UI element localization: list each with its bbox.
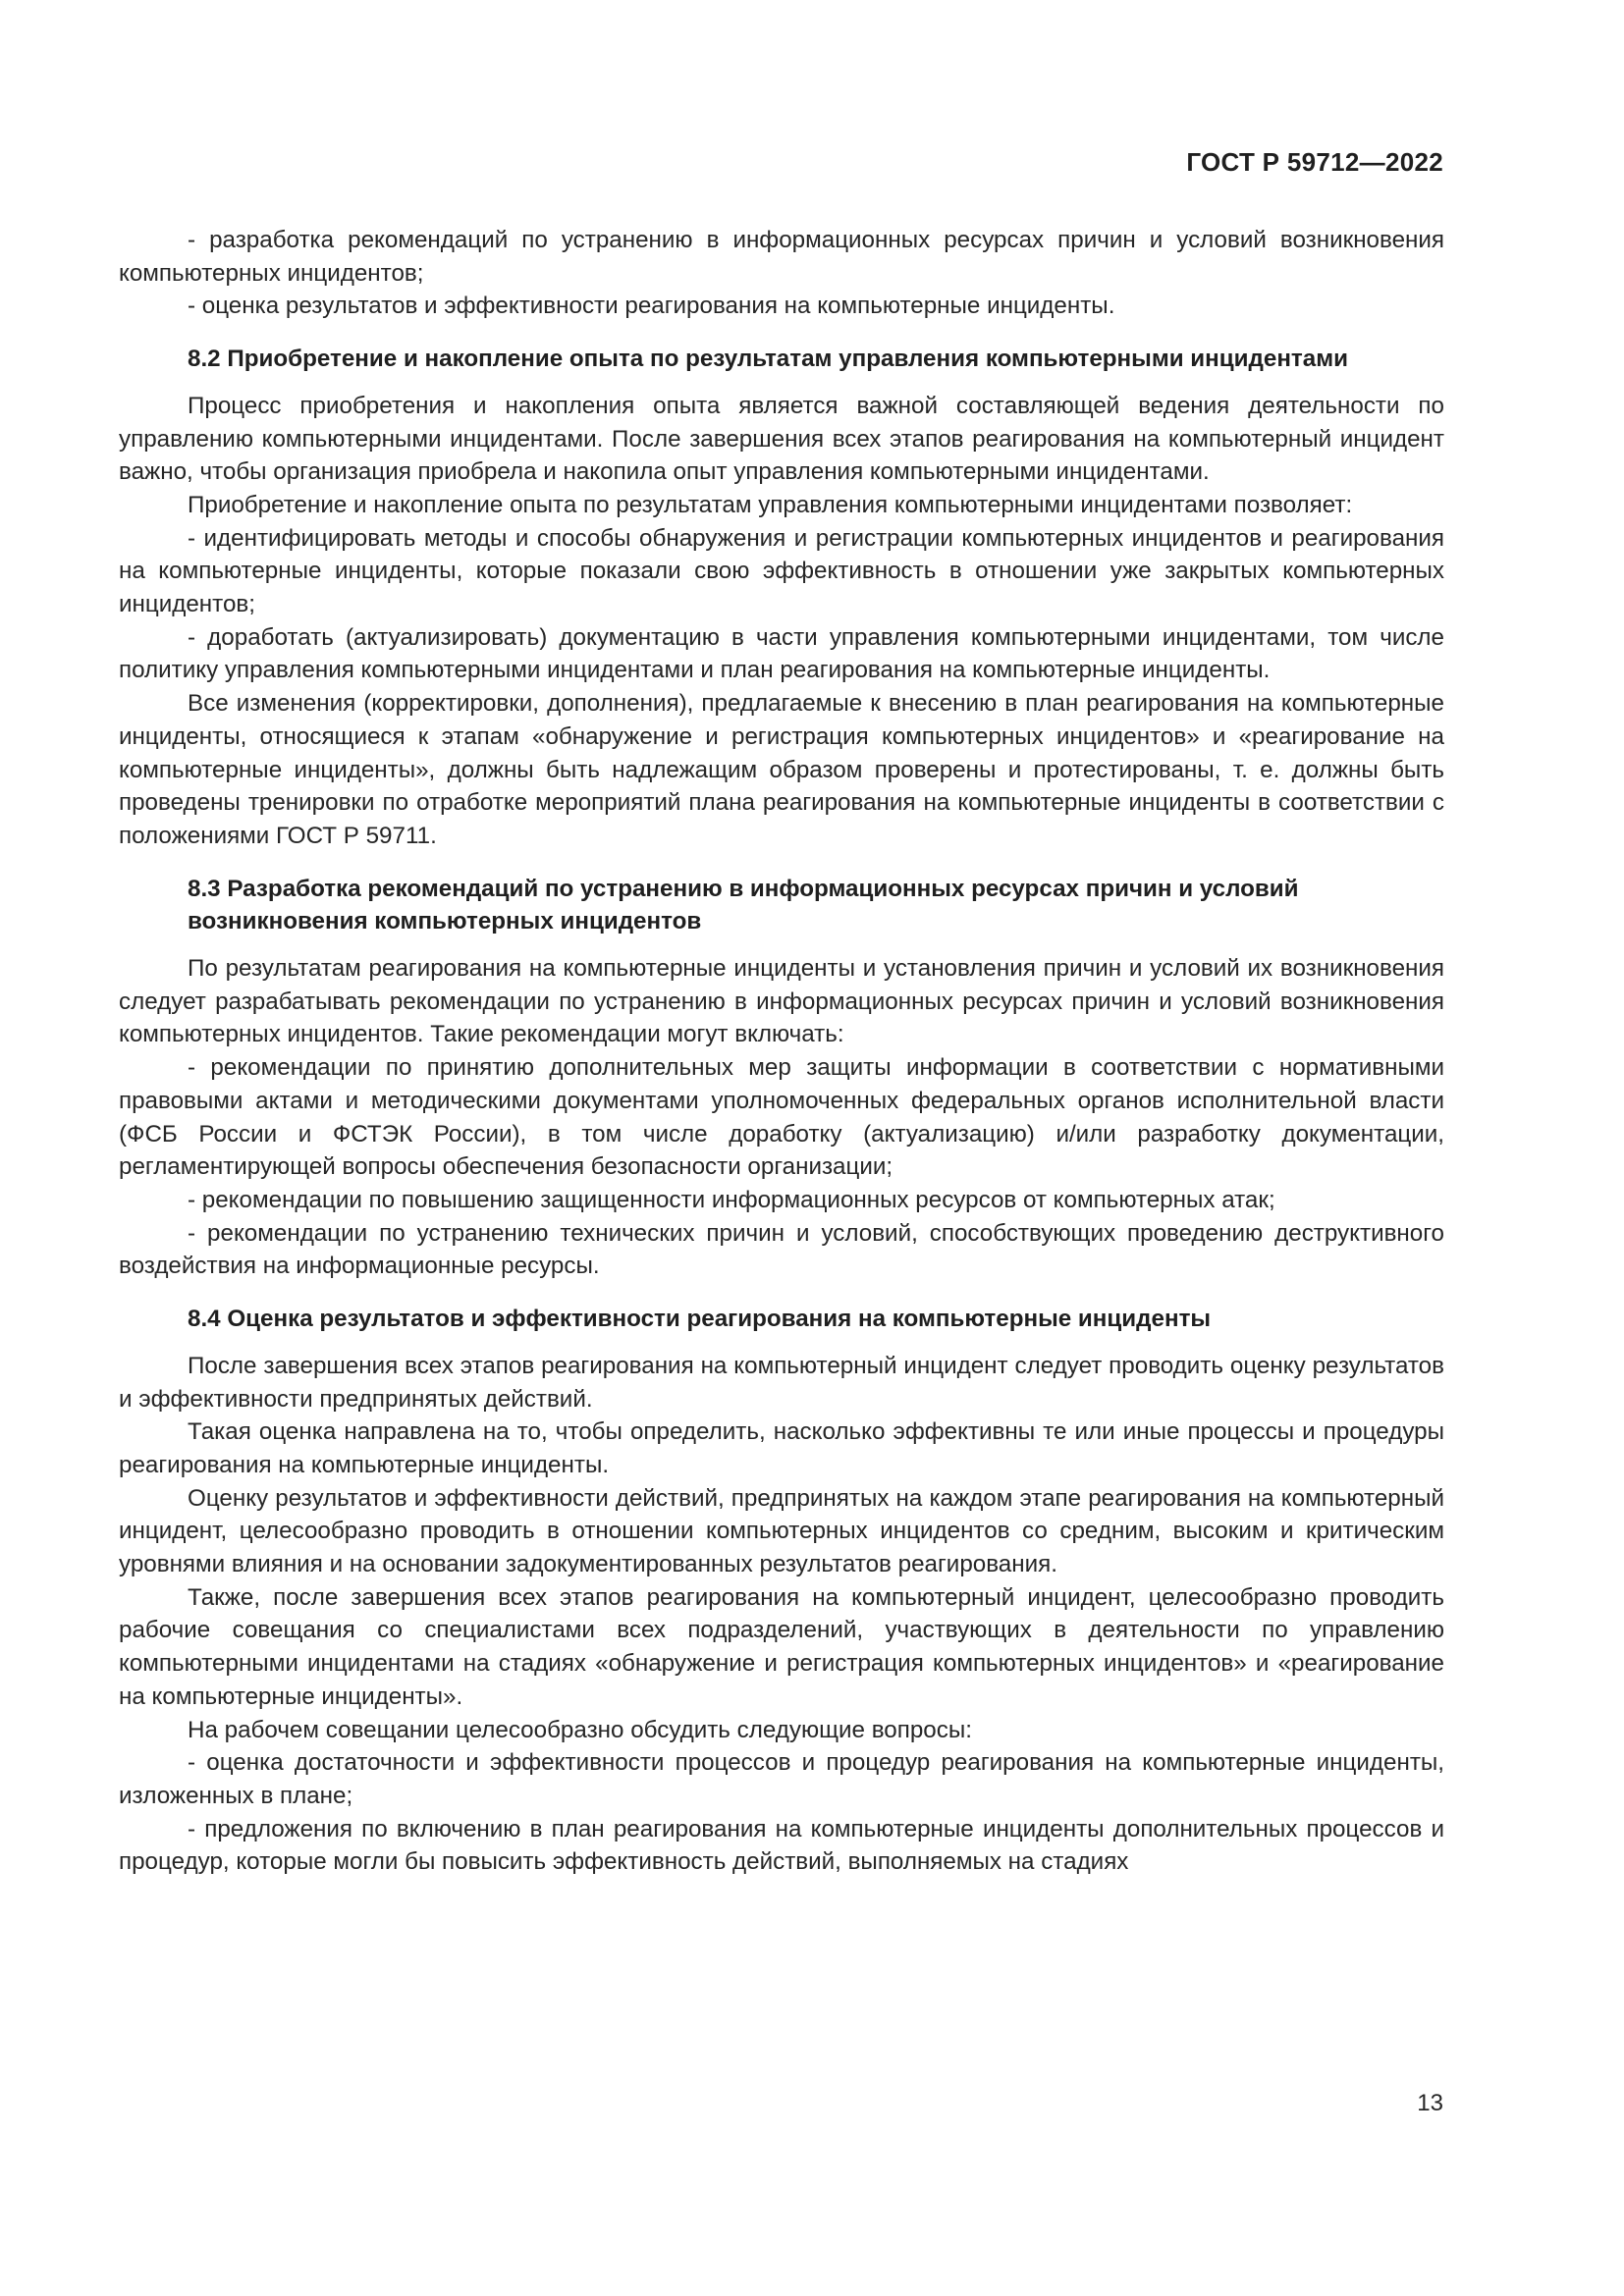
paragraph: По результатам реагирования на компьютерные инциденты и установления причин и условий их возникновения следует разрабатывать рекомендации по устранению в информационных ресурсах причин и условий возникновения компьютерных инцидентов. Такие рекомендации могут включать: (119, 955, 1444, 1048)
list-item: - оценка достаточности и эффективности процессов и процедур реагирования на компьютерные инциденты, изложенных в плане; (119, 1749, 1444, 1809)
paragraph: На рабочем совещании целесообразно обсудить следующие вопросы: (188, 1716, 972, 1743)
list-item: - доработать (актуализировать) документацию в части управления компьютерными инцидентами, том числе политику управления компьютерными инцидентами и план реагирования на компьютерные инциденты. (119, 623, 1444, 684)
paragraph: Оценку результатов и эффективности действий, предпринятых на каждом этапе реагирования на компьютерный инцидент, целесообразно проводить в отношении компьютерных инцидентов со средним, высоким и критическим уровнями влияния и на основании задокументированных результатов реагирования. (119, 1484, 1444, 1578)
document-body (119, 224, 1444, 1879)
paragraph: Приобретение и накопление опыта по результатам управления компьютерными инцидентами позволяет: (188, 491, 1353, 518)
paragraph: Также, после завершения всех этапов реагирования на компьютерный инцидент, целесообразно проводить рабочие совещания со специалистами всех подразделений, участвующих в деятельности по управлению компьютерными инцидентами на стадиях «обнаружение и регистрация компьютерных инцидентов» и «реагирование на компьютерные инциденты». (119, 1583, 1444, 1710)
list-item: - рекомендации по принятию дополнительных мер защиты информации в соответствии с нормативными правовыми актами и методическими документами уполномоченных федеральных органов исполнительной власти (ФСБ России и ФСТЭК России), в том числе доработку (актуализацию) и/или разработку документации, регламентирующей вопросы обеспечения безопасности организации; (119, 1054, 1444, 1181)
page-number: 13 (1417, 2090, 1443, 2116)
list-item: - разработка рекомендаций по устранению в информационных ресурсах причин и условий возникновения компьютерных инцидентов; (119, 227, 1444, 287)
list-item: - рекомендации по устранению технических причин и условий, способствующих проведению деструктивного воздействия на информационные ресурсы. (119, 1219, 1444, 1280)
paragraph: Все изменения (корректировки, дополнения), предлагаемые к внесению в план реагирования на компьютерные инциденты, относящиеся к этапам «обнаружение и регистрация компьютерных инцидентов» и «реагирование на компьютерные инциденты», должны быть надлежащим образом проверены и протестированы, т. е. должны быть проведены тренировки по отработке мероприятий плана реагирования на компьютерные инциденты в соответствии с положениями ГОСТ Р 59711. (119, 690, 1444, 849)
section-heading-8-4: 8.4 Оценка результатов и эффективности реагирования на компьютерные инциденты (188, 1306, 1212, 1333)
document-designation: ГОСТ Р 59712—2022 (1186, 147, 1443, 177)
paragraph: После завершения всех этапов реагирования на компьютерный инцидент следует проводить оценку результатов и эффективности предпринятых действий. (119, 1352, 1444, 1413)
paragraph: Такая оценка направлена на то, чтобы определить, насколько эффективны те или иные процессы и процедуры реагирования на компьютерные инциденты. (119, 1418, 1444, 1478)
list-item: - идентифицировать методы и способы обнаружения и регистрации компьютерных инцидентов и реагирования на компьютерные инциденты, которые показали свою эффективность в отношении уже закрытых компьютерных инцидентов; (119, 524, 1444, 618)
list-item: - рекомендации по повышению защищенности информационных ресурсов от компьютерных атак; (188, 1186, 1275, 1213)
section-heading-8-3: 8.3 Разработка рекомендаций по устранению в информационных ресурсах причин и условий возникновения компьютерных инцидентов (188, 875, 1299, 935)
paragraph: Процесс приобретения и накопления опыта является важной составляющей ведения деятельности по управлению компьютерными инцидентами. После завершения всех этапов реагирования на компьютерный инцидент важно, чтобы организация приобрела и накопила опыт управления компьютерными инцидентами. (119, 392, 1444, 486)
section-heading-8-2: 8.2 Приобретение и накопление опыта по результатам управления компьютерными инцидентами (188, 346, 1348, 373)
list-item: - оценка результатов и эффективности реагирования на компьютерные инциденты. (188, 293, 1115, 320)
list-item: - предложения по включению в план реагирования на компьютерные инциденты дополнительных процессов и процедур, которые могли бы повысить эффективность действий, выполняемых на стадиях (119, 1815, 1444, 1876)
